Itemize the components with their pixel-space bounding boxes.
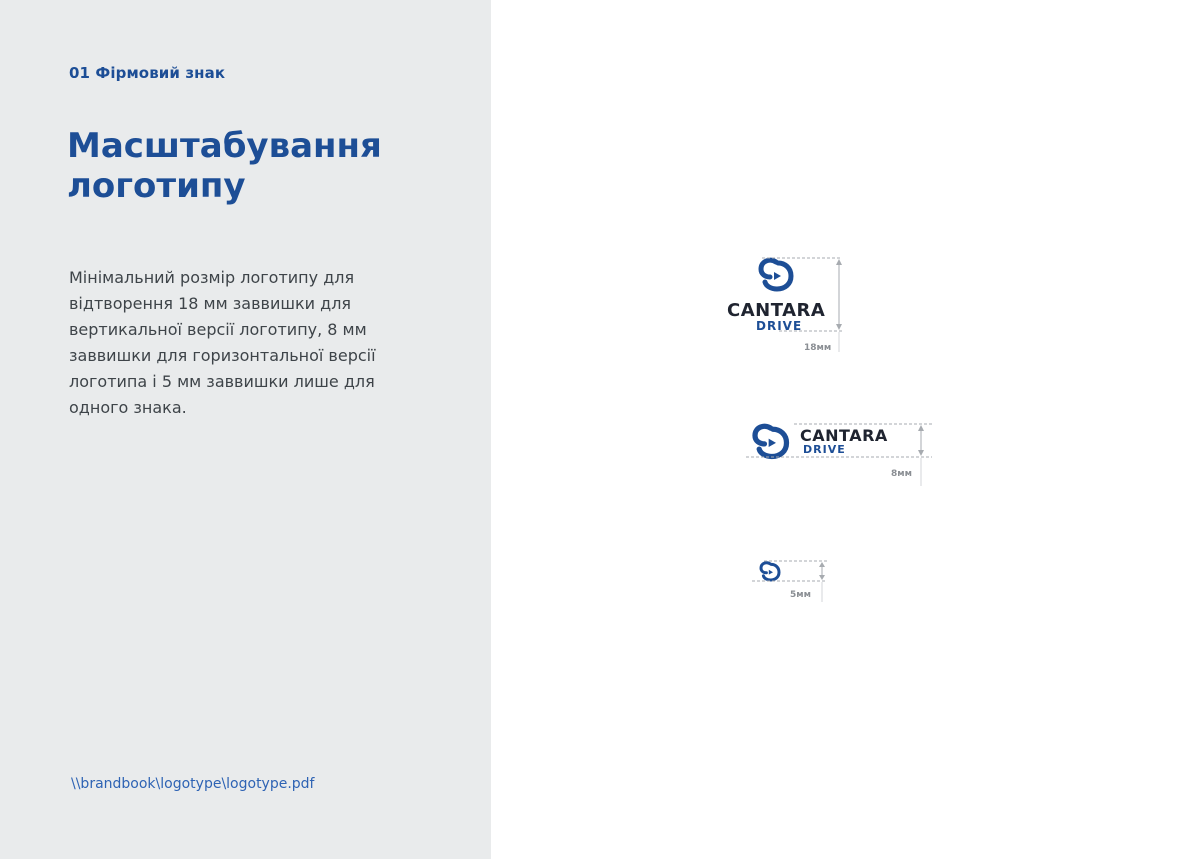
mark-only-logo-sample bbox=[752, 556, 842, 606]
page-title-line-2: логотипу bbox=[67, 166, 246, 206]
cantara-drive-mark-icon bbox=[761, 260, 791, 289]
logo-wordmark: CANTARA bbox=[727, 300, 826, 321]
size-label-horizontal: 8мм bbox=[891, 469, 912, 479]
page-title bbox=[67, 126, 467, 206]
logo-sub-wordmark: DRIVE bbox=[756, 319, 803, 333]
logo-wordmark: CANTARA bbox=[800, 426, 888, 445]
cantara-drive-mark-icon bbox=[761, 563, 779, 580]
file-path-link[interactable]: \\brandbook\logotype\logotype.pdf bbox=[71, 776, 315, 792]
description-text: Мінімальний розмір логотипу для відтворення 18 мм заввишки для вертикальної версії логотипу, 8 мм заввишки для горизонтальної версії логотипа і 5 мм заввишки лише для одного знака. bbox=[69, 268, 376, 417]
page-title-line-1: Масштабування bbox=[67, 126, 382, 166]
vertical-logo-sample bbox=[724, 250, 864, 360]
size-label-mark-only: 5мм bbox=[790, 590, 811, 600]
cantara-drive-mark-icon bbox=[755, 426, 787, 456]
size-label-vertical: 18мм bbox=[804, 343, 832, 353]
section-label: 01 Фірмовий знак bbox=[69, 64, 226, 82]
logo-sub-wordmark: DRIVE bbox=[803, 443, 846, 456]
horizontal-logo-sample bbox=[746, 418, 946, 490]
left-panel bbox=[0, 0, 491, 859]
